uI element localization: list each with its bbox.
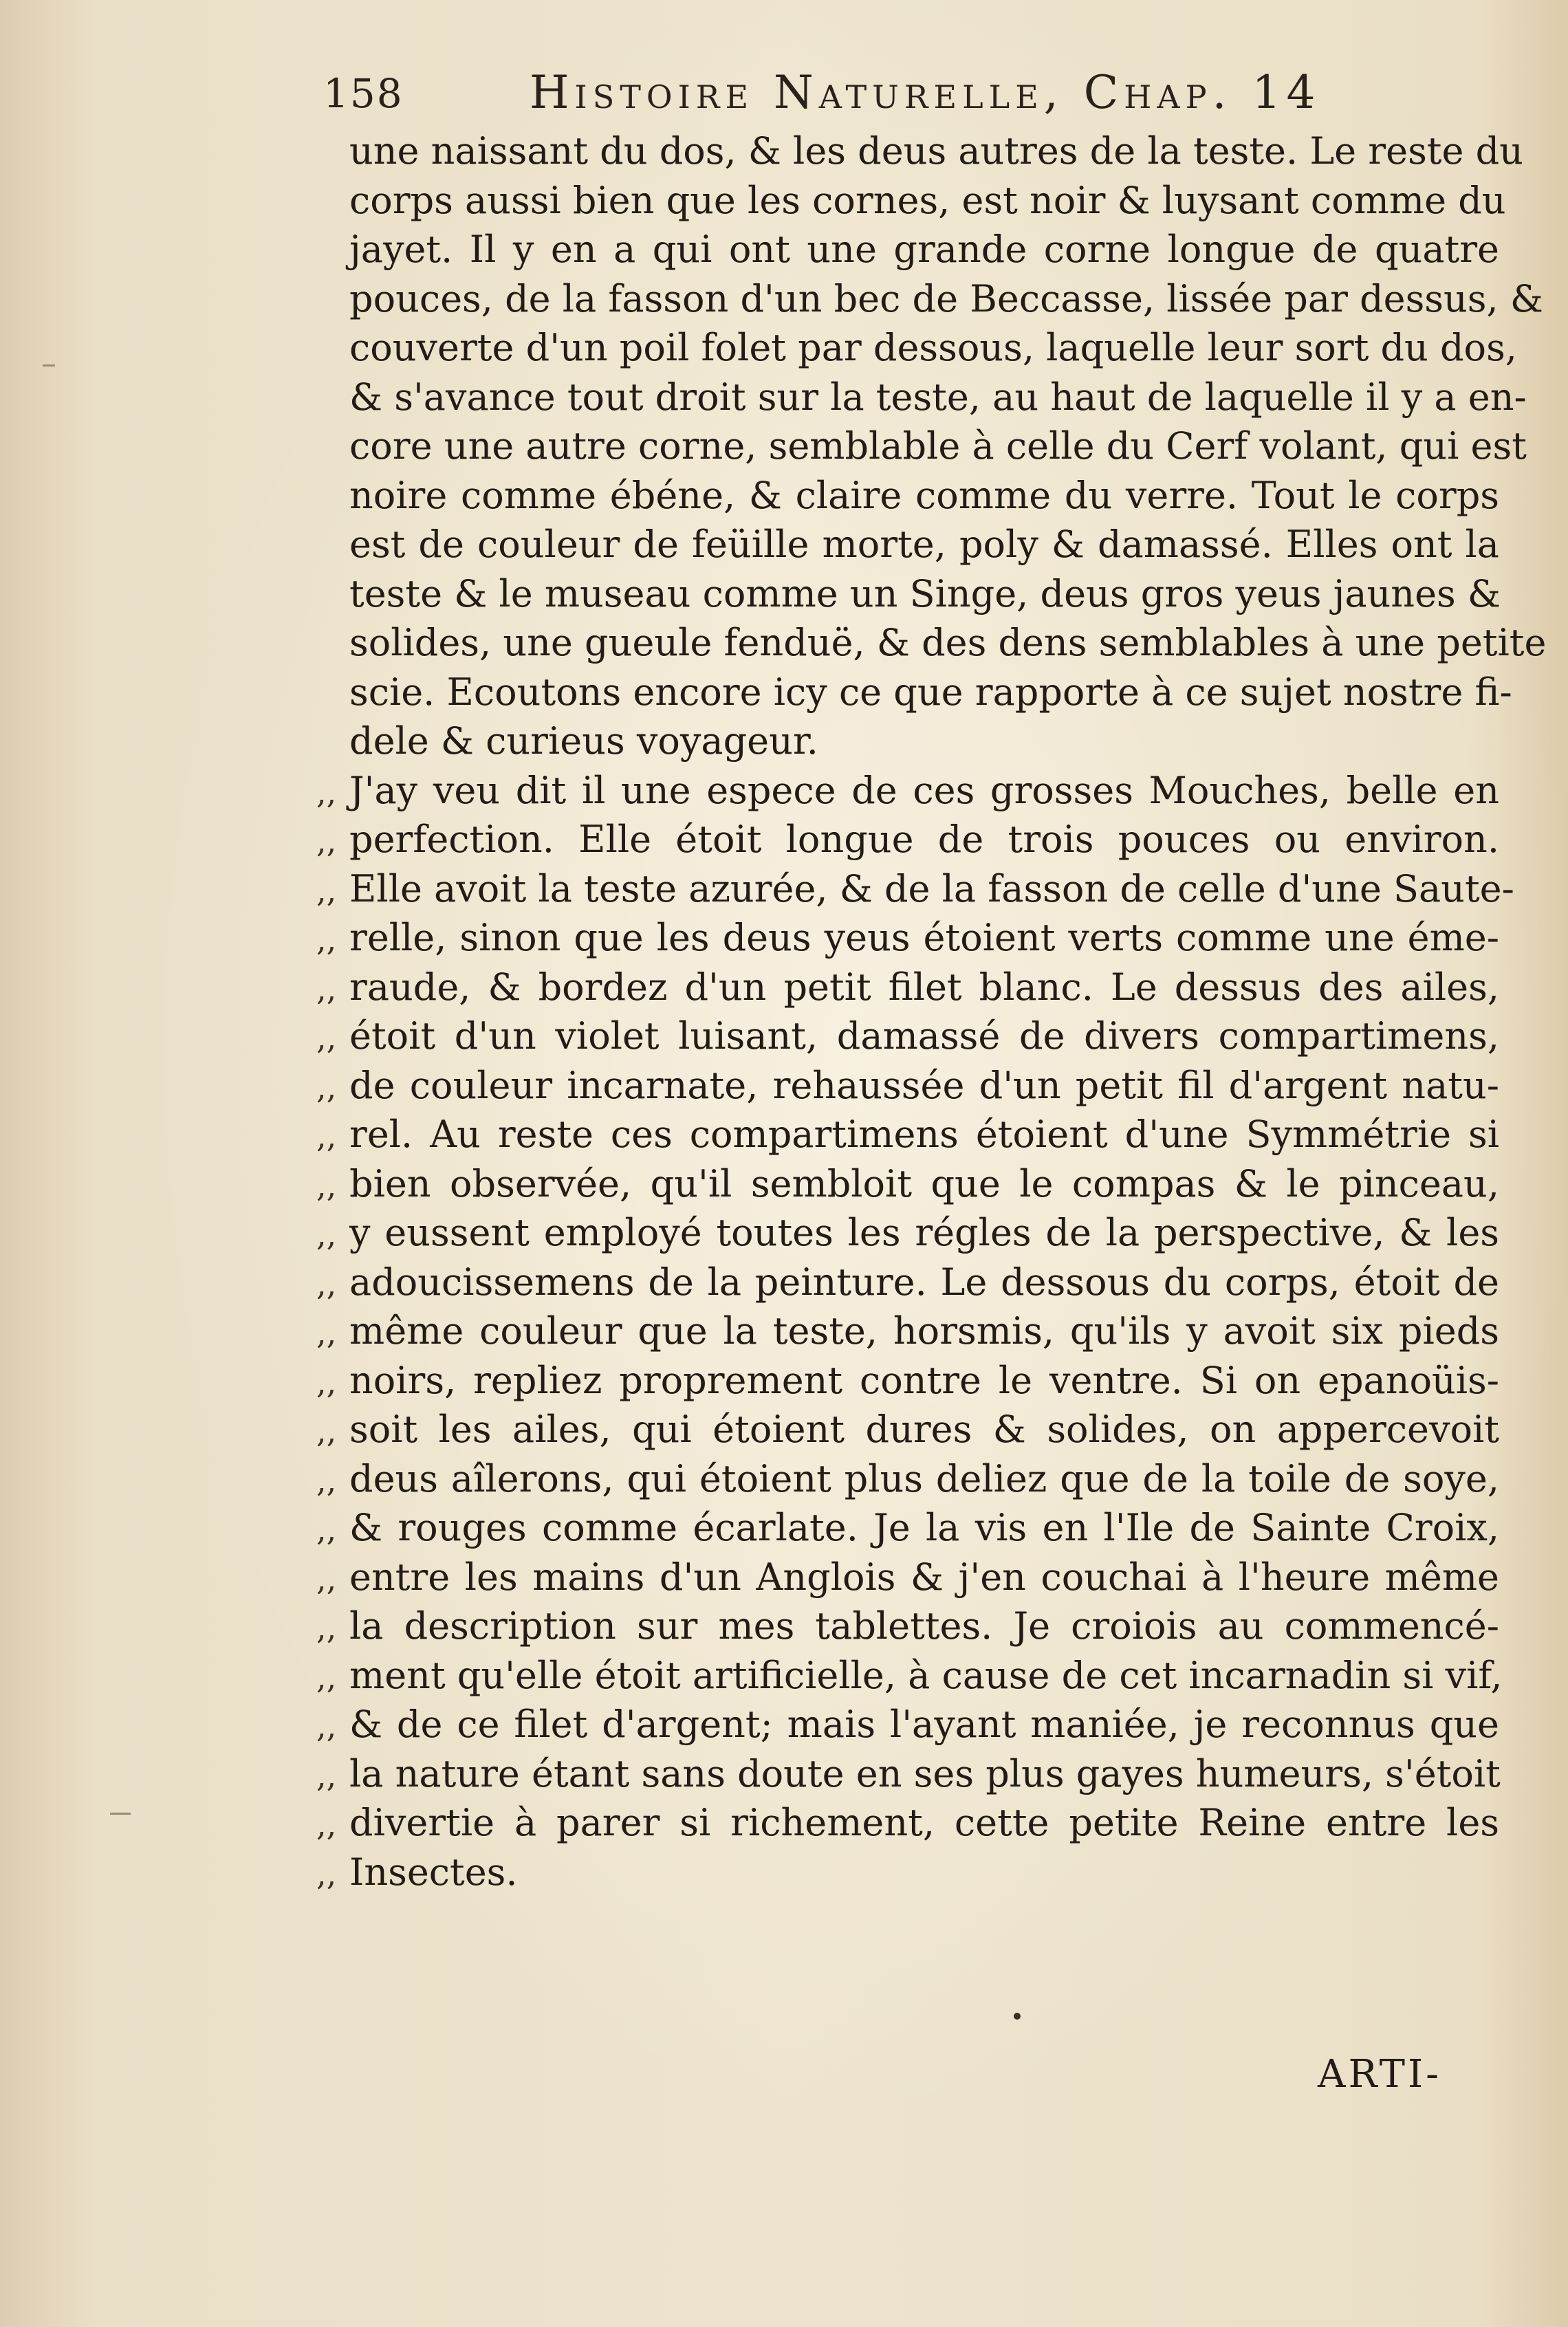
quote-mark: ,, xyxy=(316,1855,337,1892)
line-text: soit les ailes, qui étoient dures & solides, on appercevoit xyxy=(349,1408,1499,1451)
quote-mark: ,, xyxy=(316,1068,337,1106)
text-line xyxy=(316,963,1499,1012)
quote-mark: ,, xyxy=(316,1363,337,1401)
quote-mark: ,, xyxy=(316,1511,337,1548)
text-line xyxy=(316,569,1499,619)
text-line xyxy=(316,471,1499,521)
text-line xyxy=(316,815,1499,864)
body-text xyxy=(316,127,1547,1897)
text-line xyxy=(316,422,1527,471)
line-text: perfection. Elle étoit longue de trois pouces ou environ. xyxy=(349,818,1499,861)
catchword: ARTI- xyxy=(1318,2052,1442,2097)
text-line xyxy=(316,1749,1499,1799)
quote-mark: ,, xyxy=(316,1658,337,1696)
text-line xyxy=(316,1208,1499,1258)
line-text: relle, sinon que les deus yeus étoient verts comme une éme- xyxy=(349,916,1499,959)
quote-mark: ,, xyxy=(316,1806,337,1843)
text-line xyxy=(316,1307,1499,1356)
text-line xyxy=(316,618,1547,668)
quote-mark: ,, xyxy=(316,1166,337,1204)
line-text: & s'avance tout droit sur la teste, au haut de laquelle il y a en- xyxy=(349,375,1527,419)
text-line xyxy=(316,1553,1499,1602)
text-line xyxy=(316,1848,1499,1897)
line-text: & rouges comme écarlate. Je la vis en l'Ile de Sainte Croix, xyxy=(349,1506,1499,1549)
text-line xyxy=(316,668,1512,717)
quote-mark: ,, xyxy=(316,773,337,811)
text-line xyxy=(316,1405,1499,1454)
quote-mark: ,, xyxy=(316,1560,337,1597)
text-line xyxy=(316,913,1499,963)
text-line xyxy=(316,864,1514,914)
line-text: solides, une gueule fenduë, & des dens semblables à une petite xyxy=(349,621,1547,664)
line-text: corps aussi bien que les cornes, est noir & luysant comme du xyxy=(349,178,1506,222)
line-text: rel. Au reste ces compartimens étoient d'une Symmétrie si xyxy=(349,1113,1499,1156)
text-line xyxy=(316,176,1506,226)
line-text: core une autre corne, semblable à celle du Cerf volant, qui est xyxy=(349,424,1527,468)
text-line xyxy=(316,1651,1503,1701)
line-text: une naissant du dos, & les deus autres de la teste. Le reste du xyxy=(349,129,1523,173)
line-text: dele & curieus voyageur. xyxy=(349,719,818,763)
line-text: étoit d'un violet luisant, damassé de divers compartimens, xyxy=(349,1014,1499,1058)
line-text: entre les mains d'un Anglois & j'en couchai à l'heure même xyxy=(349,1555,1499,1599)
line-text: scie. Ecoutons encore icy ce que rapporte à ce sujet nostre fi- xyxy=(349,670,1512,714)
line-text: J'ay veu dit il une espece de ces grosses Mouches, belle en xyxy=(349,768,1499,812)
text-line xyxy=(316,1159,1499,1209)
text-line xyxy=(316,225,1499,274)
line-text: adoucissemens de la peinture. Le dessous du corps, étoit de xyxy=(349,1260,1499,1304)
line-text: couverte d'un poil folet par dessous, laquelle leur sort du dos, xyxy=(349,326,1517,369)
line-text: jayet. Il y en a qui ont une grande corne longue de quatre xyxy=(349,228,1499,271)
line-text: deus aîlerons, qui étoient plus deliez que de la toile de soye, xyxy=(349,1456,1499,1500)
line-text: bien observée, qu'il sembloit que le compas & le pinceau, xyxy=(349,1161,1499,1205)
line-text: Insectes. xyxy=(349,1850,518,1894)
text-line xyxy=(316,1798,1499,1848)
text-line xyxy=(316,1061,1499,1111)
text-line xyxy=(316,1258,1499,1307)
line-text: pouces, de la fasson d'un bec de Beccasse, lissée par dessus, & xyxy=(349,276,1543,320)
quote-mark: ,, xyxy=(316,1265,337,1302)
text-line xyxy=(316,1454,1499,1504)
line-text: noire comme ébéne, & claire comme du verre. Tout le corps xyxy=(349,473,1499,517)
quote-mark: ,, xyxy=(316,871,337,909)
quote-mark: ,, xyxy=(316,1609,337,1646)
line-text: de couleur incarnate, rehaussée d'un petit fil d'argent natu- xyxy=(349,1063,1499,1107)
text-line xyxy=(316,520,1499,569)
text-line xyxy=(316,1356,1499,1406)
text-line xyxy=(316,127,1523,176)
quote-mark: ,, xyxy=(316,1314,337,1351)
line-text: & de ce filet d'argent; mais l'ayant maniée, je reconnus que xyxy=(349,1703,1499,1746)
running-title: Histoire Naturelle, Chap. 14 xyxy=(530,66,1321,119)
text-line xyxy=(316,373,1527,422)
quote-mark: ,, xyxy=(316,970,337,1007)
text-line xyxy=(316,1602,1499,1651)
line-text: la description sur mes tablettes. Je croiois au commencé- xyxy=(349,1604,1499,1648)
line-text: raude, & bordez d'un petit filet blanc. Le dessus des ailes, xyxy=(349,965,1499,1009)
running-head xyxy=(323,63,1492,125)
line-text: Elle avoit la teste azurée, & de la fasson de celle d'une Saute- xyxy=(349,866,1514,910)
text-line xyxy=(316,1503,1499,1553)
line-text: est de couleur de feüille morte, poly & damassé. Elles ont la xyxy=(349,523,1499,566)
quote-mark: ,, xyxy=(316,1461,337,1499)
line-text: ment qu'elle étoit artificielle, à cause de cet incarnadin si vif, xyxy=(349,1653,1503,1697)
text-line xyxy=(316,1012,1499,1061)
quote-mark: ,, xyxy=(316,822,337,860)
text-line xyxy=(316,1110,1499,1159)
text-line xyxy=(316,323,1517,373)
line-text: noirs, repliez proprement contre le ventre. Si on epanoüis- xyxy=(349,1358,1499,1402)
text-line xyxy=(316,1700,1499,1749)
line-text: divertie à parer si richement, cette petite Reine entre les xyxy=(349,1801,1499,1844)
quote-mark: ,, xyxy=(316,1117,337,1155)
ink-speck xyxy=(1014,2013,1021,2020)
quote-mark: ,, xyxy=(316,1412,337,1450)
text-line xyxy=(316,766,1499,816)
page-number: 158 xyxy=(323,70,404,117)
margin-mark xyxy=(110,1813,131,1815)
line-text: y eussent employé toutes les régles de la perspective, & les xyxy=(349,1211,1499,1254)
line-text: la nature étant sans doute en ses plus gayes humeurs, s'étoit xyxy=(349,1751,1501,1795)
text-line xyxy=(316,274,1543,324)
line-text: même couleur que la teste, horsmis, qu'ils y avoit six pieds xyxy=(349,1309,1499,1353)
line-text: teste & le museau comme un Singe, deus gros yeus jaunes & xyxy=(349,571,1501,615)
text-line xyxy=(316,717,1499,766)
quote-mark: ,, xyxy=(316,921,337,958)
quote-mark: ,, xyxy=(316,1756,337,1794)
quote-mark: ,, xyxy=(316,1019,337,1056)
margin-mark xyxy=(43,364,55,367)
quote-mark: ,, xyxy=(316,1216,337,1253)
quote-mark: ,, xyxy=(316,1707,337,1745)
